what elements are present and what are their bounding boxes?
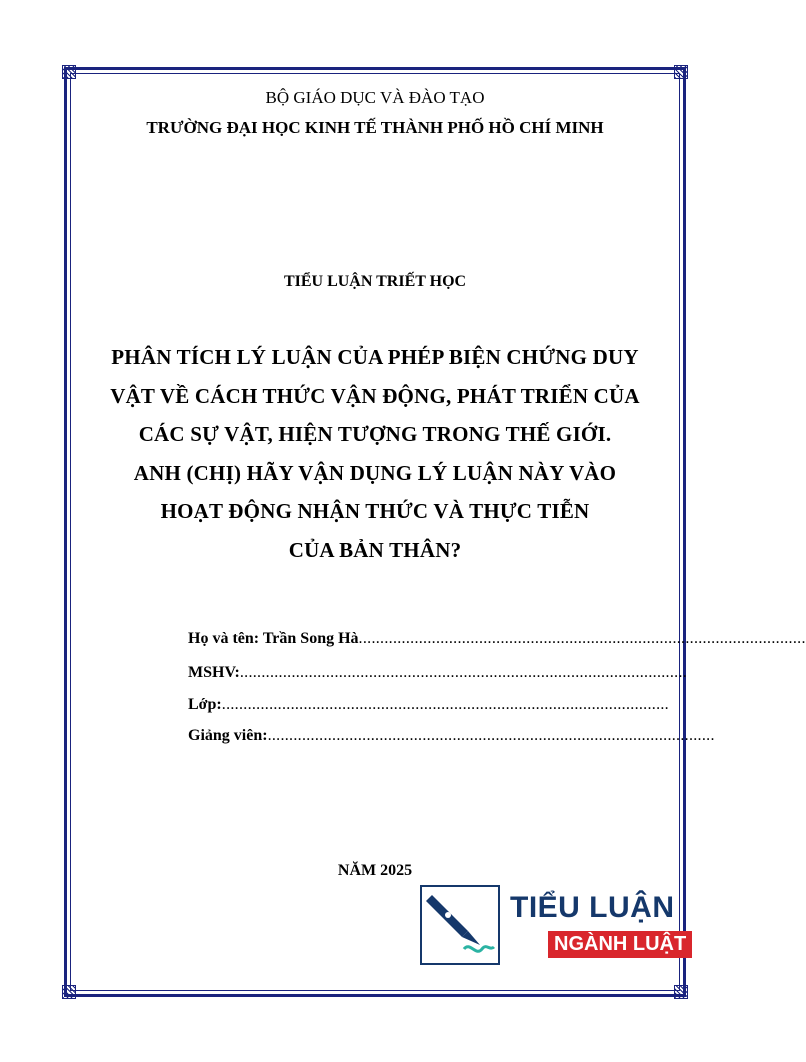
fill-dots: ........................................................................................................ (267, 727, 715, 744)
class-label: Lớp: (188, 696, 222, 713)
title-line: CỦA BẢN THÂN? (288, 537, 462, 562)
lecturer-label: Giảng viên: (188, 727, 268, 744)
title-line: CÁC SỰ VẬT, HIỆN TƯỢNG TRONG THẾ GIỚI. (138, 422, 612, 446)
title-line: HOẠT ĐỘNG NHẬN THỨC VÀ THỰC TIỄN (160, 499, 590, 523)
student-id-row (188, 664, 688, 682)
corner-ornament (62, 65, 76, 79)
essay-title (80, 338, 670, 569)
class-row (188, 696, 669, 714)
corner-ornament (62, 985, 76, 999)
student-id-label: MSHV: (188, 664, 240, 681)
document-type: TIỂU LUẬN TRIẾT HỌC (283, 273, 467, 290)
corner-ornament (674, 985, 688, 999)
fill-dots: ........................................................................................................ (358, 630, 806, 647)
pen-nib-icon (420, 885, 500, 965)
year: NĂM 2025 (337, 862, 413, 879)
title-line: VẬT VỀ CÁCH THỨC VẬN ĐỘNG, PHÁT TRIỂN CỦA (110, 383, 640, 408)
title-line: ANH (CHỊ) HÃY VẬN DỤNG LÝ LUẬN NÀY VÀO (133, 460, 617, 485)
corner-ornament (674, 65, 688, 79)
site-logo (420, 885, 687, 965)
logo-text-bottom: NGÀNH LUẬT (548, 931, 692, 958)
ministry-name: BỘ GIÁO DỤC VÀ ĐÀO TẠO (265, 88, 485, 107)
student-name-label: Họ và tên: Trần Song Hà (188, 630, 359, 647)
title-line: PHÂN TÍCH LÝ LUẬN CỦA PHÉP BIỆN CHỨNG DUY (111, 345, 639, 369)
logo-text-top: TIỂU LUẬN (510, 891, 675, 924)
student-name-row (188, 630, 806, 648)
fill-dots: ........................................................................................................ (239, 664, 688, 681)
university-name: TRƯỜNG ĐẠI HỌC KINH TẾ THÀNH PHỐ HỒ CHÍ MINH (146, 118, 604, 137)
lecturer-row (188, 727, 715, 745)
fill-dots: ........................................................................................................ (221, 696, 669, 713)
